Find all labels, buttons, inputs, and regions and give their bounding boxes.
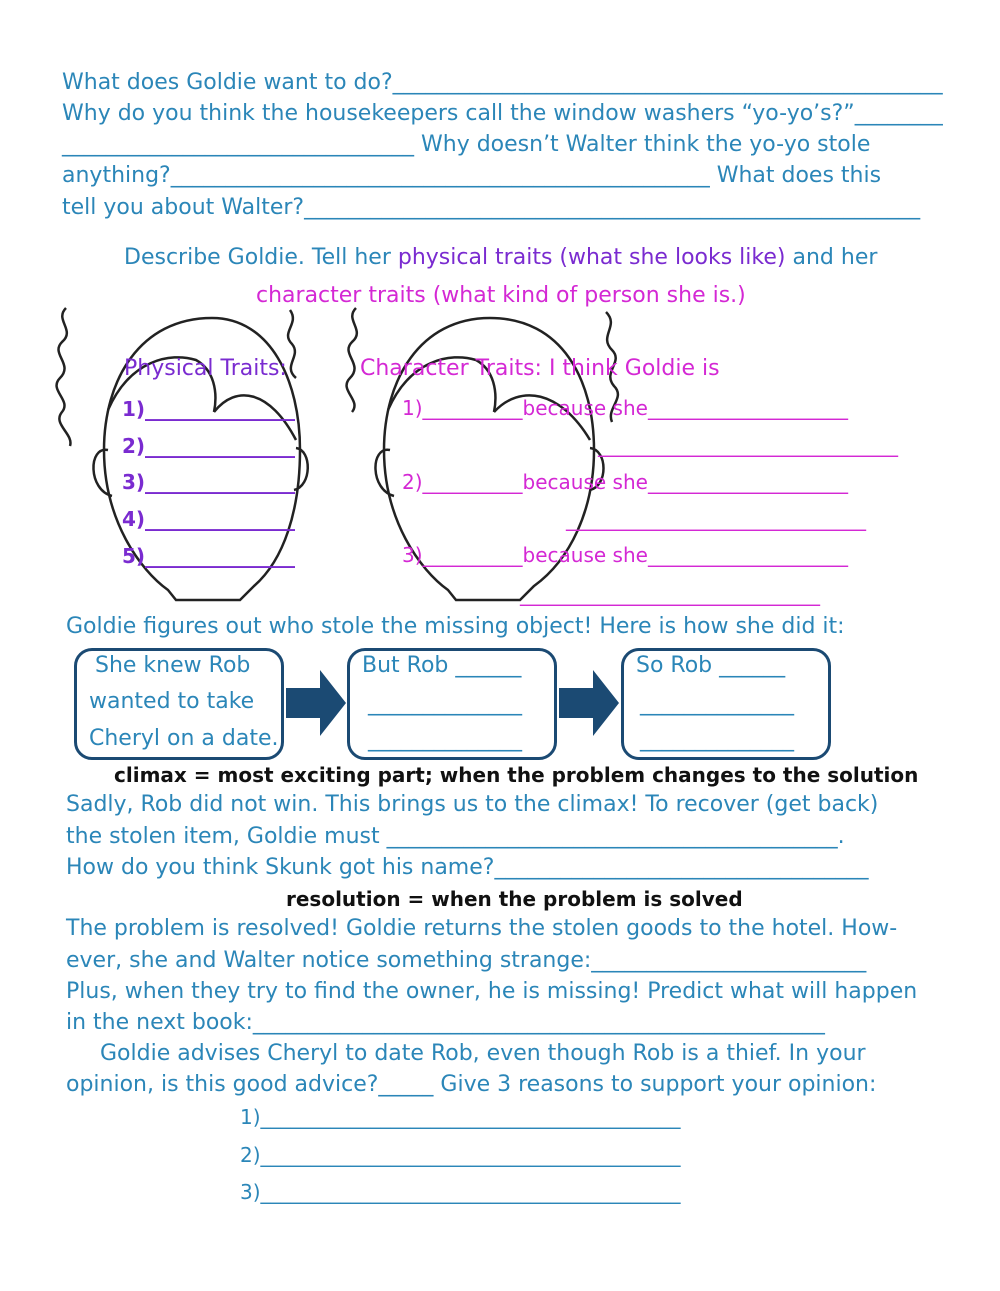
character-trait-3[interactable]: 3)__________because she____________________ bbox=[402, 543, 848, 567]
climax-line-2[interactable]: the stolen item, Goldie must _________________________________________. bbox=[66, 824, 845, 849]
flow-arrow-2-icon bbox=[557, 668, 621, 738]
flow-box-1-line-3: Cheryl on a date. bbox=[89, 726, 279, 751]
question-yoyos: Why do you think the housekeepers call the window washers “yo-yo’s?”________ bbox=[62, 101, 943, 126]
physical-trait-3[interactable]: 3)_______________ bbox=[122, 470, 296, 494]
resolution-line-4[interactable]: in the next book:____________________________________________________ bbox=[66, 1010, 825, 1035]
flow-box-1 bbox=[74, 648, 284, 760]
figures-out-line: Goldie figures out who stole the missing object! Here is how she did it: bbox=[66, 614, 845, 639]
character-trait-3-cont[interactable]: ______________________________ bbox=[520, 582, 820, 606]
flow-box-2-line-2[interactable]: ______________ bbox=[368, 691, 522, 716]
climax-line-1: Sadly, Rob did not win. This brings us to the climax! To recover (get back) bbox=[66, 792, 879, 817]
physical-trait-2[interactable]: 2)_______________ bbox=[122, 434, 296, 458]
physical-traits-heading: Physical Traits: bbox=[124, 356, 287, 381]
reason-2[interactable]: 2)__________________________________________ bbox=[240, 1143, 681, 1167]
flow-box-3-line-2[interactable]: ______________ bbox=[640, 691, 794, 716]
flow-box-2-line-1[interactable]: But Rob ______ bbox=[362, 653, 522, 678]
question-about-walter: tell you about Walter?________________________________________________________ bbox=[62, 195, 921, 220]
character-traits-phrase: character traits (what kind of person she is.) bbox=[256, 283, 746, 308]
flow-box-2-line-3[interactable]: ______________ bbox=[368, 727, 522, 752]
resolution-line-3: Plus, when they try to find the owner, he is missing! Predict what will happen bbox=[66, 979, 918, 1004]
resolution-line-2[interactable]: ever, she and Walter notice something strange:_________________________ bbox=[66, 948, 867, 973]
character-trait-2-cont[interactable]: ______________________________ bbox=[566, 507, 866, 531]
resolution-line-1: The problem is resolved! Goldie returns the stolen goods to the hotel. How- bbox=[66, 916, 898, 941]
right-face-hair-swirl bbox=[347, 308, 357, 412]
flow-box-2 bbox=[347, 648, 557, 760]
physical-trait-1[interactable]: 1)_______________ bbox=[122, 397, 296, 421]
left-face-hair-swirl bbox=[57, 308, 71, 446]
flow-box-3 bbox=[621, 648, 831, 760]
physical-trait-5[interactable]: 5)_______________ bbox=[122, 544, 296, 568]
resolution-definition: resolution = when the problem is solved bbox=[286, 887, 743, 911]
climax-line-3[interactable]: How do you think Skunk got his name?__________________________________ bbox=[66, 855, 869, 880]
left-face-hair-right bbox=[288, 310, 296, 378]
flow-box-1-line-1: She knew Rob bbox=[95, 653, 251, 678]
flow-box-3-line-1[interactable]: So Rob ______ bbox=[636, 653, 786, 678]
character-trait-1-cont[interactable]: ______________________________ bbox=[598, 433, 898, 457]
character-trait-2[interactable]: 2)__________because she____________________ bbox=[402, 470, 848, 494]
describe-goldie-line bbox=[124, 243, 877, 273]
physical-trait-4[interactable]: 4)_______________ bbox=[122, 507, 296, 531]
question-walter-stole: ________________________________ Why doesn’t Walter think the yo-yo stole bbox=[62, 132, 871, 157]
character-trait-1[interactable]: 1)__________because she____________________ bbox=[402, 396, 848, 420]
character-traits-heading: Character Traits: I think Goldie is bbox=[360, 356, 720, 381]
describe-intro: Describe Goldie. Tell her bbox=[124, 245, 398, 270]
physical-traits-phrase: physical traits (what she looks like) bbox=[397, 245, 786, 270]
question-goldie-want: What does Goldie want to do?__________________________________________________ bbox=[62, 70, 943, 95]
flow-box-1-line-2: wanted to take bbox=[89, 689, 255, 714]
reason-3[interactable]: 3)__________________________________________ bbox=[240, 1180, 681, 1204]
advice-line-1: Goldie advises Cheryl to date Rob, even though Rob is a thief. In your bbox=[100, 1041, 866, 1066]
climax-definition: climax = most exciting part; when the problem changes to the solution bbox=[114, 763, 919, 787]
flow-box-3-line-3[interactable]: ______________ bbox=[640, 727, 794, 752]
advice-line-2[interactable]: opinion, is this good advice?_____ Give 3 reasons to support your opinion: bbox=[66, 1072, 877, 1097]
flow-arrow-1-icon bbox=[284, 668, 348, 738]
reason-1[interactable]: 1)__________________________________________ bbox=[240, 1105, 681, 1129]
describe-and-her: and her bbox=[785, 245, 878, 270]
question-anything: anything?_________________________________________________ What does this bbox=[62, 163, 882, 188]
left-face-ear-left bbox=[93, 450, 112, 496]
